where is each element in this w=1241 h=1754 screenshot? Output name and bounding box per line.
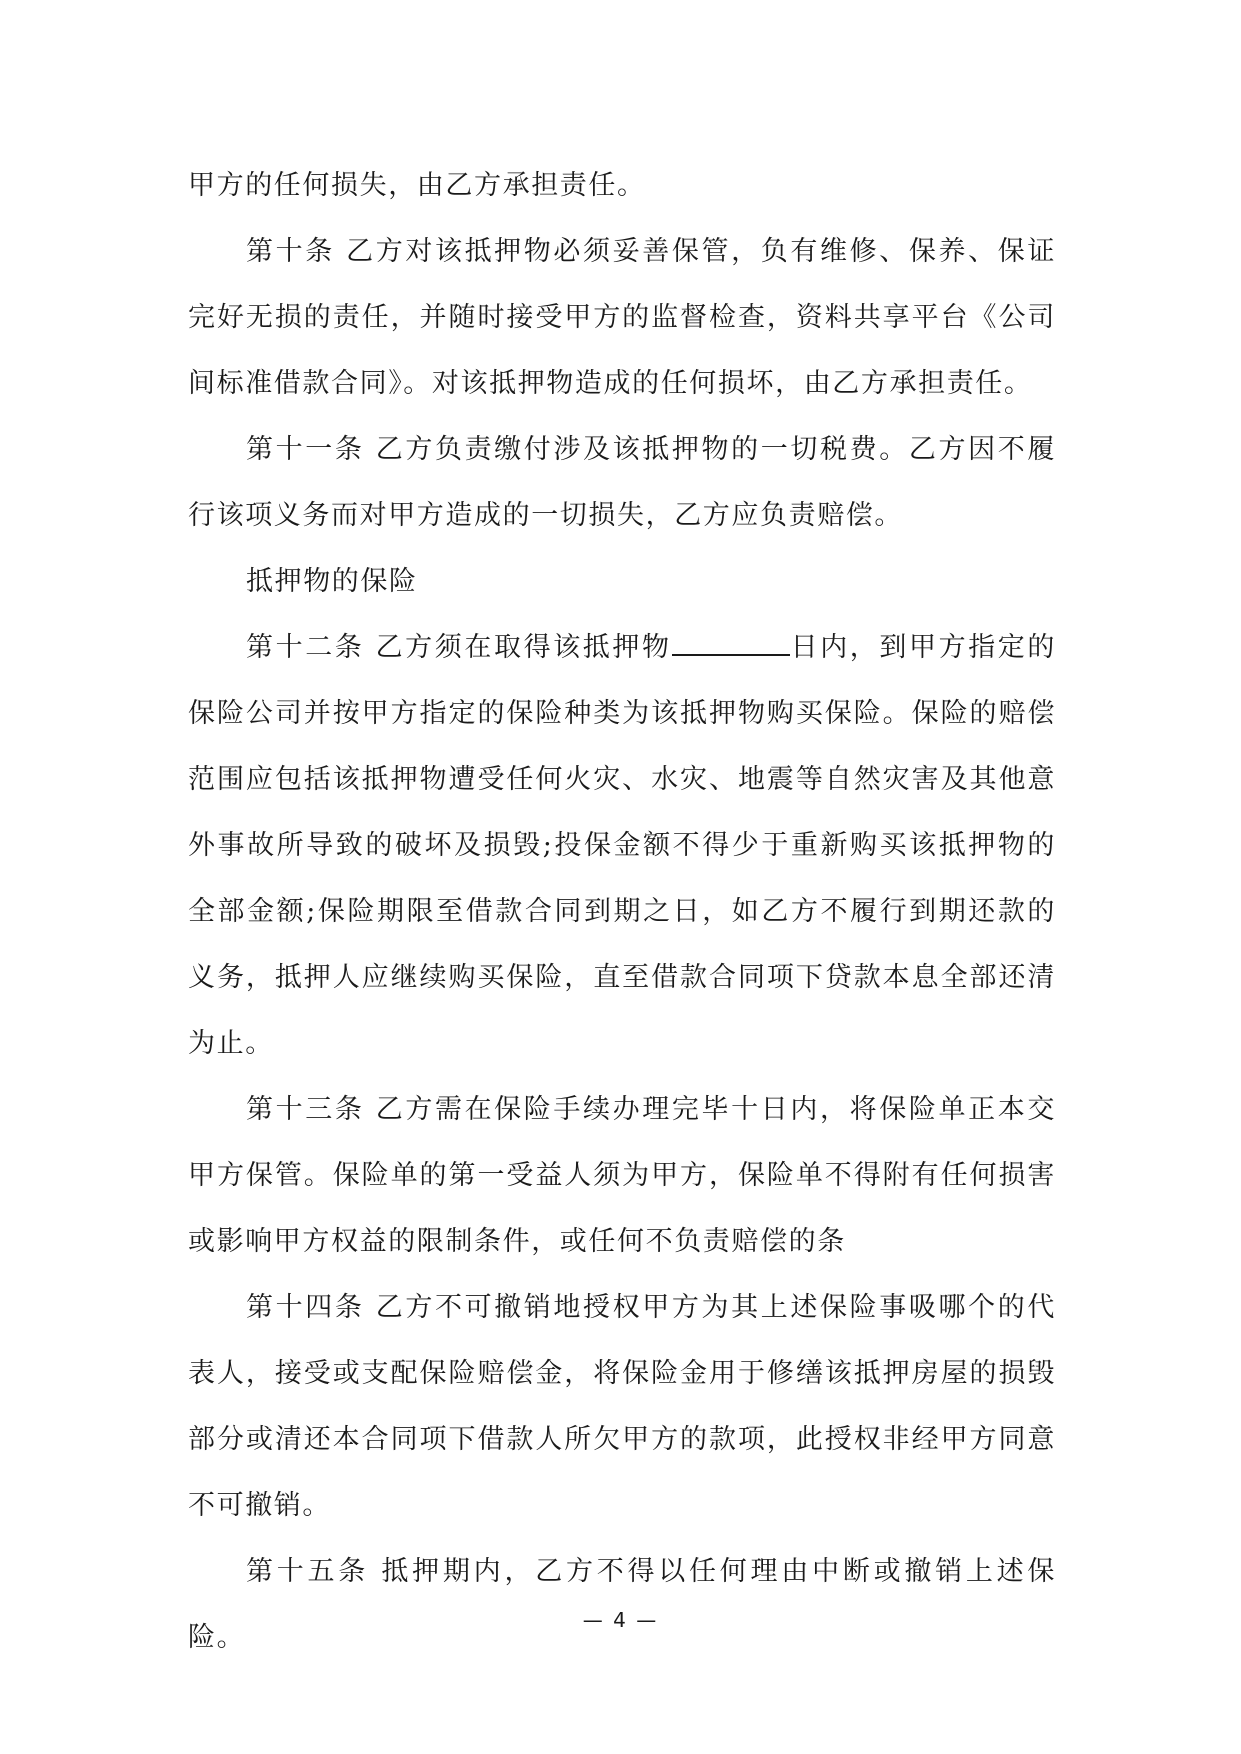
article-12-part-2: 日内，到甲方指定的保险公司并按甲方指定的保险种类为该抵押物购买保险。保险的赔偿范围应包括该抵押物遭受任何火灾、水灾、地震等自然灾害及其他意外事故所导致的破坏及损毁;投保金额不得少于重新购买该抵押物的全部金额;保险期限至借款合同到期之日，如乙方不履行到期还款的义务，抵押人应继续购买保险，直至借款合同项下贷款本息全部还清为止。 [188,632,1056,1059]
section-heading-insurance: 抵押物的保险 [246,566,418,597]
paragraph-article-15: 第十五条 抵押期内，乙方不得以任何理由中断或撤销上述保险。 [188,1556,1056,1653]
paragraph-article-14: 第十四条 乙方不可撤销地授权甲方为其上述保险事吸哪个的代表人，接受或支配保险赔偿金，将保险金用于修缮该抵押房屋的损毁部分或清还本合同项下借款人所欠甲方的款项，此授权非经甲方同意不可撤销。 [188,1292,1056,1521]
paragraph-article-13: 第十三条 乙方需在保险手续办理完毕十日内，将保险单正本交甲方保管。保险单的第一受益人须为甲方，保险单不得附有任何损害或影响甲方权益的限制条件，或任何不负责赔偿的条 [188,1094,1056,1257]
paragraph-article-10: 第十条 乙方对该抵押物必须妥善保管，负有维修、保养、保证完好无损的责任，并随时接受甲方的监督检查，资料共享平台《公司间标准借款合同》。对该抵押物造成的任何损坏，由乙方承担责任。 [188,236,1056,399]
document-body [188,153,1056,1671]
fill-in-blank [672,632,790,656]
paragraph-continuation: 甲方的任何损失，由乙方承担责任。 [188,170,646,201]
article-12-part-1: 第十二条 乙方须在取得该抵押物 [246,632,672,663]
paragraph-article-11: 第十一条 乙方负责缴付涉及该抵押物的一切税费。乙方因不履行该项义务而对甲方造成的一切损失，乙方应负责赔偿。 [188,434,1056,531]
paragraph-article-12 [188,615,1056,1077]
page-number: — 4 — [582,1608,659,1632]
